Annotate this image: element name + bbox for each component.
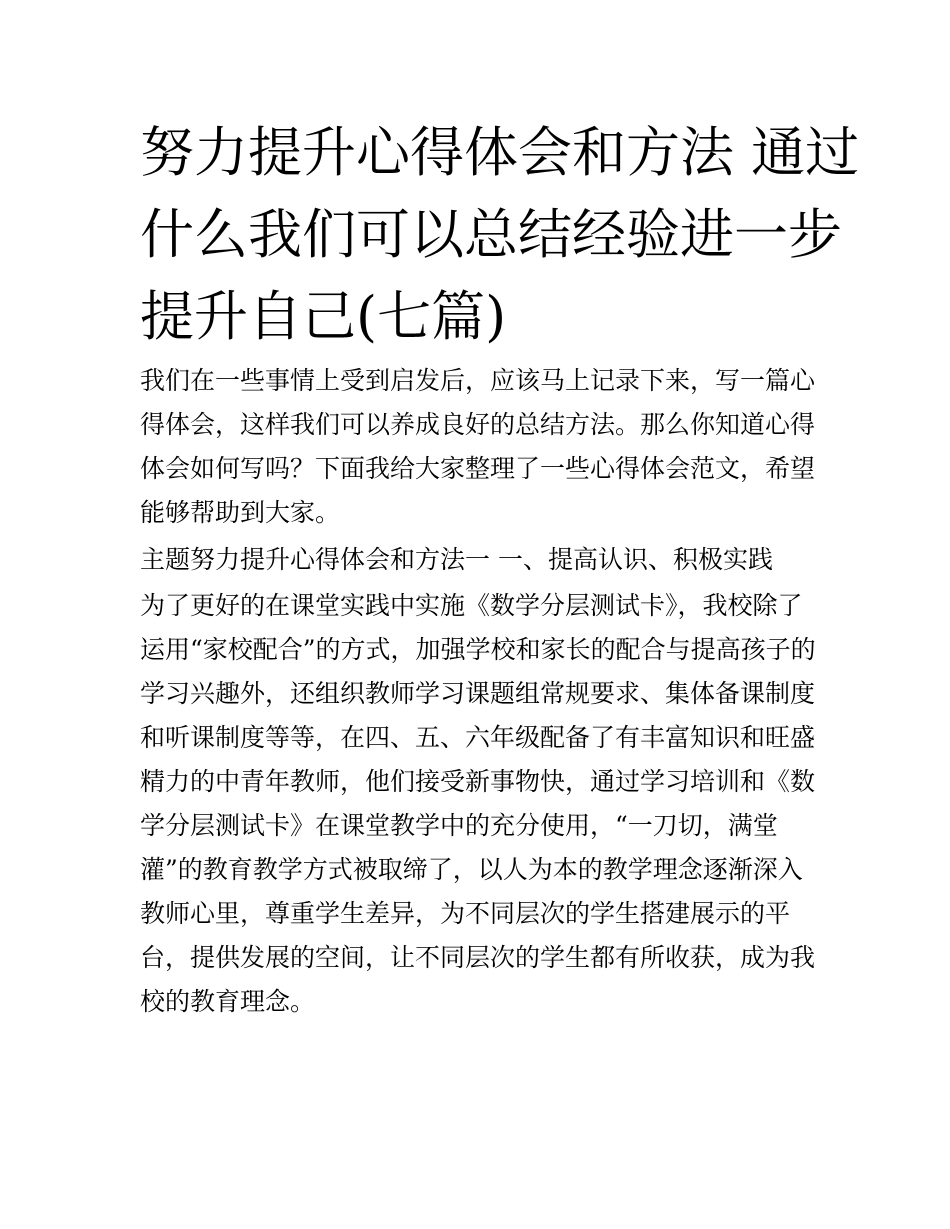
paragraph-line: 为了更好的在课堂实践中实施《数学分层测试卡》，我校除了	[140, 591, 803, 620]
document-body	[140, 359, 820, 1024]
paragraph-line: 学分层测试卡》在课堂教学中的充分使用，“一刀切，满堂	[140, 811, 778, 840]
title-line: 努力提升心得体会和方法 通过	[140, 121, 860, 184]
section-heading: 主题努力提升心得体会和方法一 一、提高认识、积极实践	[140, 545, 773, 574]
paragraph-line: 体会如何写吗？下面我给大家整理了一些心得体会范文，希望	[140, 454, 816, 483]
title-line: 提升自己(七篇)	[140, 285, 507, 348]
intro-paragraph	[140, 359, 820, 535]
document-title	[140, 112, 860, 358]
paragraph-line: 台，提供发展的空间，让不同层次的学生都有所收获，成为我	[140, 943, 816, 972]
paragraph-line: 能够帮助到大家。	[140, 498, 341, 527]
paragraph-line: 校的教育理念。	[140, 987, 316, 1016]
title-line: 什么我们可以总结经验进一步	[140, 203, 842, 266]
paragraph-line: 灌”的教育教学方式被取缔了，以人为本的教学理念逐渐深入	[140, 855, 803, 884]
paragraph-line: 运用“家校配合”的方式，加强学校和家长的配合与提高孩子的	[140, 635, 816, 664]
paragraph-line: 精力的中青年教师，他们接受新事物快，通过学习培训和《数	[140, 767, 816, 796]
paragraph-line: 教师心里，尊重学生差异，为不同层次的学生搭建展示的平	[140, 899, 791, 928]
section-paragraph	[140, 584, 820, 1024]
paragraph-line: 得体会，这样我们可以养成良好的总结方法。那么你知道心得	[140, 410, 816, 439]
paragraph-line: 学习兴趣外，还组织教师学习课题组常规要求、集体备课制度	[140, 679, 816, 708]
paragraph-line: 和听课制度等等，在四、五、六年级配备了有丰富知识和旺盛	[140, 723, 816, 752]
paragraph-line: 我们在一些事情上受到启发后，应该马上记录下来，写一篇心	[140, 366, 816, 395]
